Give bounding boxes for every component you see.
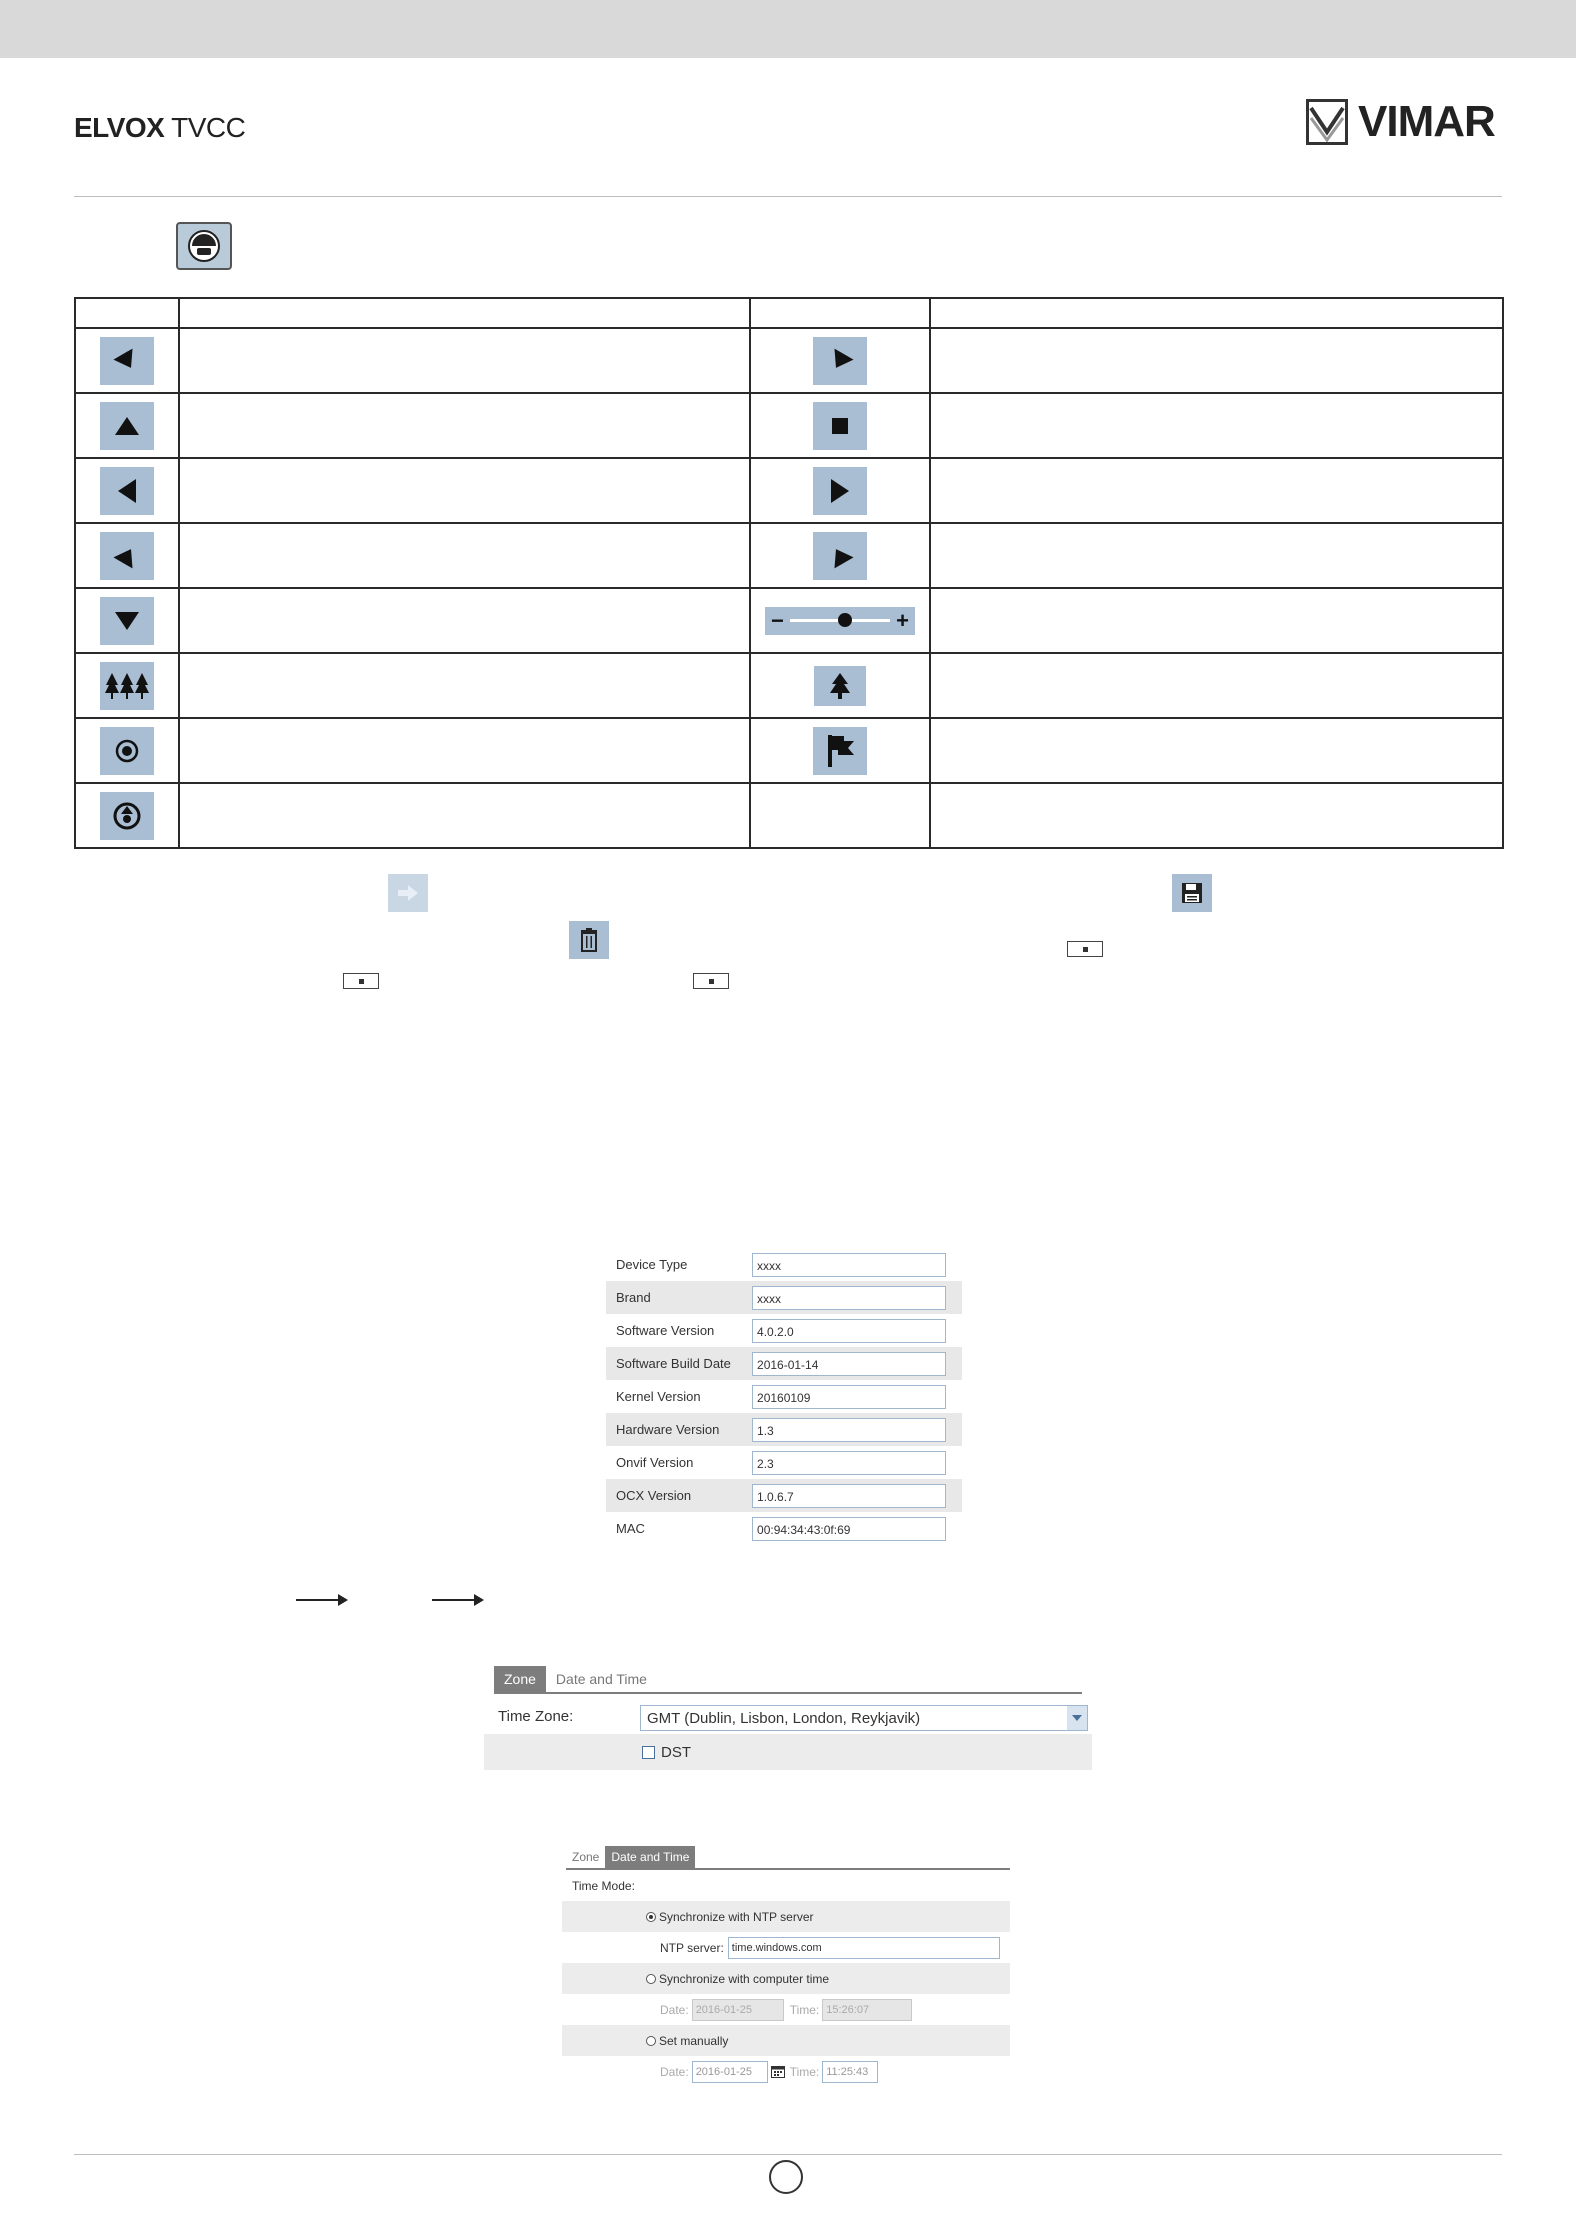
table-row	[606, 1446, 962, 1479]
stop-icon[interactable]	[813, 402, 867, 450]
info-value-field: 2016-01-14	[752, 1352, 946, 1376]
table-row	[75, 718, 1503, 783]
header-divider	[74, 196, 1502, 197]
radio-icon[interactable]	[646, 2036, 656, 2046]
vimar-logo	[1306, 98, 1495, 146]
info-label: Kernel Version	[616, 1389, 701, 1404]
tab-date-and-time[interactable]: Date and Time	[555, 1671, 647, 1687]
start-cruise-icon[interactable]	[343, 973, 379, 989]
info-value-field: 4.0.2.0	[752, 1319, 946, 1343]
ptz-camera-button[interactable]	[176, 222, 232, 270]
info-label: Hardware Version	[606, 1413, 752, 1446]
ntp-row	[562, 1901, 1010, 1932]
table-row	[606, 1380, 962, 1413]
footer-divider	[74, 2154, 1502, 2155]
time-zone-value: GMT (Dublin, Lisbon, London, Reykjavik)	[647, 1710, 921, 1727]
arrow-up-icon[interactable]	[100, 402, 154, 450]
info-label: Software Version	[616, 1323, 715, 1338]
calendar-icon[interactable]	[771, 2066, 785, 2078]
table-row	[75, 653, 1503, 718]
time-zone-row	[484, 1698, 1092, 1734]
delete-preset-icon[interactable]	[569, 921, 609, 959]
time-zone-select[interactable]	[640, 1705, 1088, 1731]
arrow-right-icon	[296, 1599, 346, 1601]
manual-date-field[interactable]: 2016-01-25	[692, 2061, 768, 2083]
brand-light: TVCC	[164, 112, 246, 143]
brand-elvox	[74, 112, 245, 144]
zoom-in-icon[interactable]	[814, 666, 866, 706]
computer-time-field: 15:26:07	[822, 1999, 912, 2021]
top-bar	[0, 0, 1576, 58]
time-label: Time:	[789, 2064, 820, 2079]
device-info-table	[606, 1248, 962, 1545]
table-row	[75, 458, 1503, 523]
table-row	[75, 523, 1503, 588]
table-row	[606, 1281, 962, 1314]
computer-date-row	[562, 1994, 1010, 2025]
computer-time-label: Synchronize with computer time	[659, 1971, 830, 1986]
zone-tabs	[494, 1666, 657, 1692]
slider-minus[interactable]: −	[771, 607, 784, 633]
vimar-logo-text: VIMAR	[1358, 97, 1495, 146]
table-row	[606, 1413, 962, 1446]
dst-checkbox[interactable]	[642, 1744, 691, 1761]
slider-knob[interactable]	[838, 613, 852, 627]
info-label: Device Type	[616, 1257, 688, 1272]
info-value-field: 1.3	[752, 1418, 946, 1442]
ntp-server-input[interactable]: time.windows.com	[728, 1937, 1000, 1959]
date-time-panel	[562, 1846, 1010, 2087]
goto-preset-icon[interactable]	[388, 874, 428, 912]
table-row	[606, 1314, 962, 1347]
info-value-field: xxxx	[752, 1286, 946, 1310]
speed-slider[interactable]	[765, 607, 915, 635]
focus-icon[interactable]	[100, 727, 154, 775]
manual-row	[562, 2025, 1010, 2056]
date-label: Date:	[660, 2064, 689, 2079]
time-mode-row	[562, 1870, 1010, 1901]
tab-zone[interactable]: Zone	[494, 1666, 546, 1692]
info-label: Brand	[606, 1281, 752, 1314]
dst-label: DST	[661, 1743, 691, 1761]
arrow-right-icon	[432, 1599, 482, 1601]
ptz-control-table	[74, 297, 1504, 849]
auto-scan-icon[interactable]	[100, 792, 154, 840]
stop-cruise-icon[interactable]	[693, 973, 729, 989]
table-row	[75, 783, 1503, 848]
table-header-row	[75, 298, 1503, 328]
info-value-field: 2.3	[752, 1451, 946, 1475]
ntp-server-label: NTP server:	[660, 1940, 724, 1955]
ptz-dome-icon	[187, 229, 221, 263]
manual-time-field[interactable]: 11:25:43	[822, 2061, 878, 2083]
checkbox-icon[interactable]	[642, 1746, 655, 1759]
tab-date-and-time[interactable]: Date and Time	[605, 1846, 695, 1868]
save-preset-icon[interactable]	[1172, 874, 1212, 912]
add-preset-icon[interactable]	[1067, 941, 1103, 957]
arrow-right-icon[interactable]	[813, 467, 867, 515]
info-value-field: xxxx	[752, 1253, 946, 1277]
dst-row	[484, 1734, 1092, 1770]
table-row	[606, 1479, 962, 1512]
arrow-down-icon[interactable]	[100, 597, 154, 645]
zone-settings-panel	[484, 1666, 1092, 1770]
info-value-field: 1.0.6.7	[752, 1484, 946, 1508]
manual-label: Set manually	[659, 2033, 729, 2048]
datetime-tabs	[566, 1846, 695, 1868]
info-label: MAC	[616, 1521, 645, 1536]
arrow-up-left-icon[interactable]	[813, 532, 867, 580]
vimar-logo-icon	[1306, 99, 1348, 145]
table-row	[75, 393, 1503, 458]
table-row	[606, 1347, 962, 1380]
time-label: Time:	[789, 2002, 820, 2017]
manual-radio[interactable]	[646, 2034, 728, 2048]
arrow-up-right-icon[interactable]	[100, 532, 154, 580]
computer-time-radio[interactable]	[646, 1972, 829, 1986]
chevron-down-icon[interactable]	[1067, 1706, 1087, 1730]
arrow-down-left-icon[interactable]	[100, 337, 154, 385]
info-label: Onvif Version	[616, 1455, 694, 1470]
computer-time-row	[562, 1963, 1010, 1994]
cruise-flag-icon[interactable]	[813, 727, 867, 775]
table-row	[606, 1512, 962, 1545]
ntp-server-row	[562, 1932, 1010, 1963]
arrow-left-icon[interactable]	[100, 467, 154, 515]
zoom-out-icon[interactable]	[100, 662, 154, 710]
slider-plus[interactable]: +	[896, 607, 909, 633]
ntp-radio[interactable]	[646, 1910, 814, 1924]
page-number-circle	[769, 2160, 803, 2194]
time-mode-label: Time Mode:	[572, 1878, 635, 1893]
table-row	[606, 1248, 962, 1281]
ntp-label: Synchronize with NTP server	[659, 1909, 814, 1924]
brand-bold: ELVOX	[74, 112, 165, 143]
info-value-field: 20160109	[752, 1385, 946, 1409]
info-label: OCX Version	[606, 1479, 752, 1512]
info-label: Software Build Date	[606, 1347, 752, 1380]
manual-date-row	[562, 2056, 1010, 2087]
arrow-down-right-icon[interactable]	[813, 337, 867, 385]
tab-zone[interactable]: Zone	[572, 1850, 600, 1864]
computer-date-field: 2016-01-25	[692, 1999, 784, 2021]
time-zone-label: Time Zone:	[498, 1707, 574, 1725]
info-value-field: 00:94:34:43:0f:69	[752, 1517, 946, 1541]
table-row	[75, 588, 1503, 653]
date-label: Date:	[660, 2002, 689, 2017]
table-row	[75, 328, 1503, 393]
slider-track[interactable]	[790, 619, 890, 622]
radio-icon[interactable]	[646, 1912, 656, 1922]
tab-underline	[494, 1692, 1082, 1694]
radio-icon[interactable]	[646, 1974, 656, 1984]
